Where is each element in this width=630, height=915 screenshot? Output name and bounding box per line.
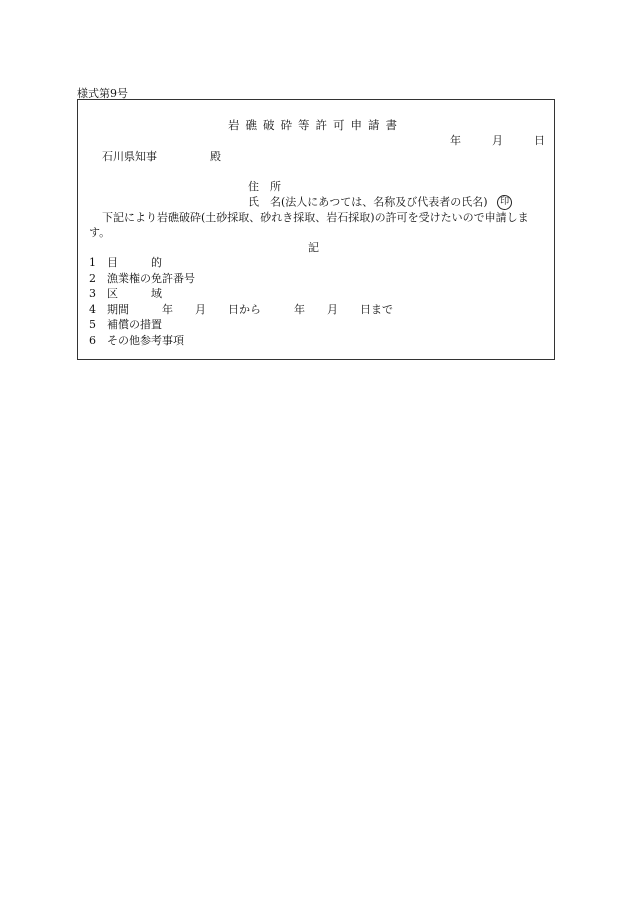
addressee <box>102 150 221 164</box>
list-item <box>89 287 162 301</box>
seal-mark: 印 <box>497 195 512 210</box>
list-item <box>89 303 393 317</box>
item-number: 4 <box>89 303 96 316</box>
list-item <box>89 256 162 270</box>
item-label: その他参考事項 <box>107 334 184 347</box>
list-item <box>89 318 162 332</box>
date-day: 日 <box>534 134 545 147</box>
list-item <box>89 334 184 348</box>
item-label: 目 的 <box>107 256 162 269</box>
date-month: 月 <box>492 134 503 147</box>
form-number: 様式第9号 <box>77 87 128 100</box>
list-item <box>89 272 195 286</box>
item-number: 3 <box>89 287 96 300</box>
addressee-name: 石川県知事 <box>102 150 157 163</box>
date-year: 年 <box>450 134 461 147</box>
applicant-address-label: 住 所 <box>248 180 281 193</box>
item-label: 補償の措置 <box>107 318 162 331</box>
item-label: 漁業権の免許番号 <box>107 272 195 285</box>
item-number: 6 <box>89 334 96 347</box>
item-number: 5 <box>89 318 96 331</box>
item-number: 1 <box>89 256 96 269</box>
applicant-name-row <box>248 195 512 210</box>
form-title: 岩礁破砕等許可申請書 <box>228 118 403 132</box>
ki-heading: 記 <box>308 241 319 254</box>
item-label: 区 域 <box>107 287 162 300</box>
application-form-box <box>77 99 555 360</box>
application-statement: 下記により岩礁破砕(土砂採取、砂れき採取、岩石採取)の許可を受けたいので申請します。 <box>89 211 529 239</box>
applicant-name-label: 氏 名(法人にあつては、名称及び代表者の氏名) <box>248 195 488 209</box>
date-line <box>450 134 545 148</box>
item-label: 期間 年 月 日から 年 月 日まで <box>107 303 393 316</box>
addressee-suffix: 殿 <box>210 150 221 163</box>
item-number: 2 <box>89 272 96 285</box>
